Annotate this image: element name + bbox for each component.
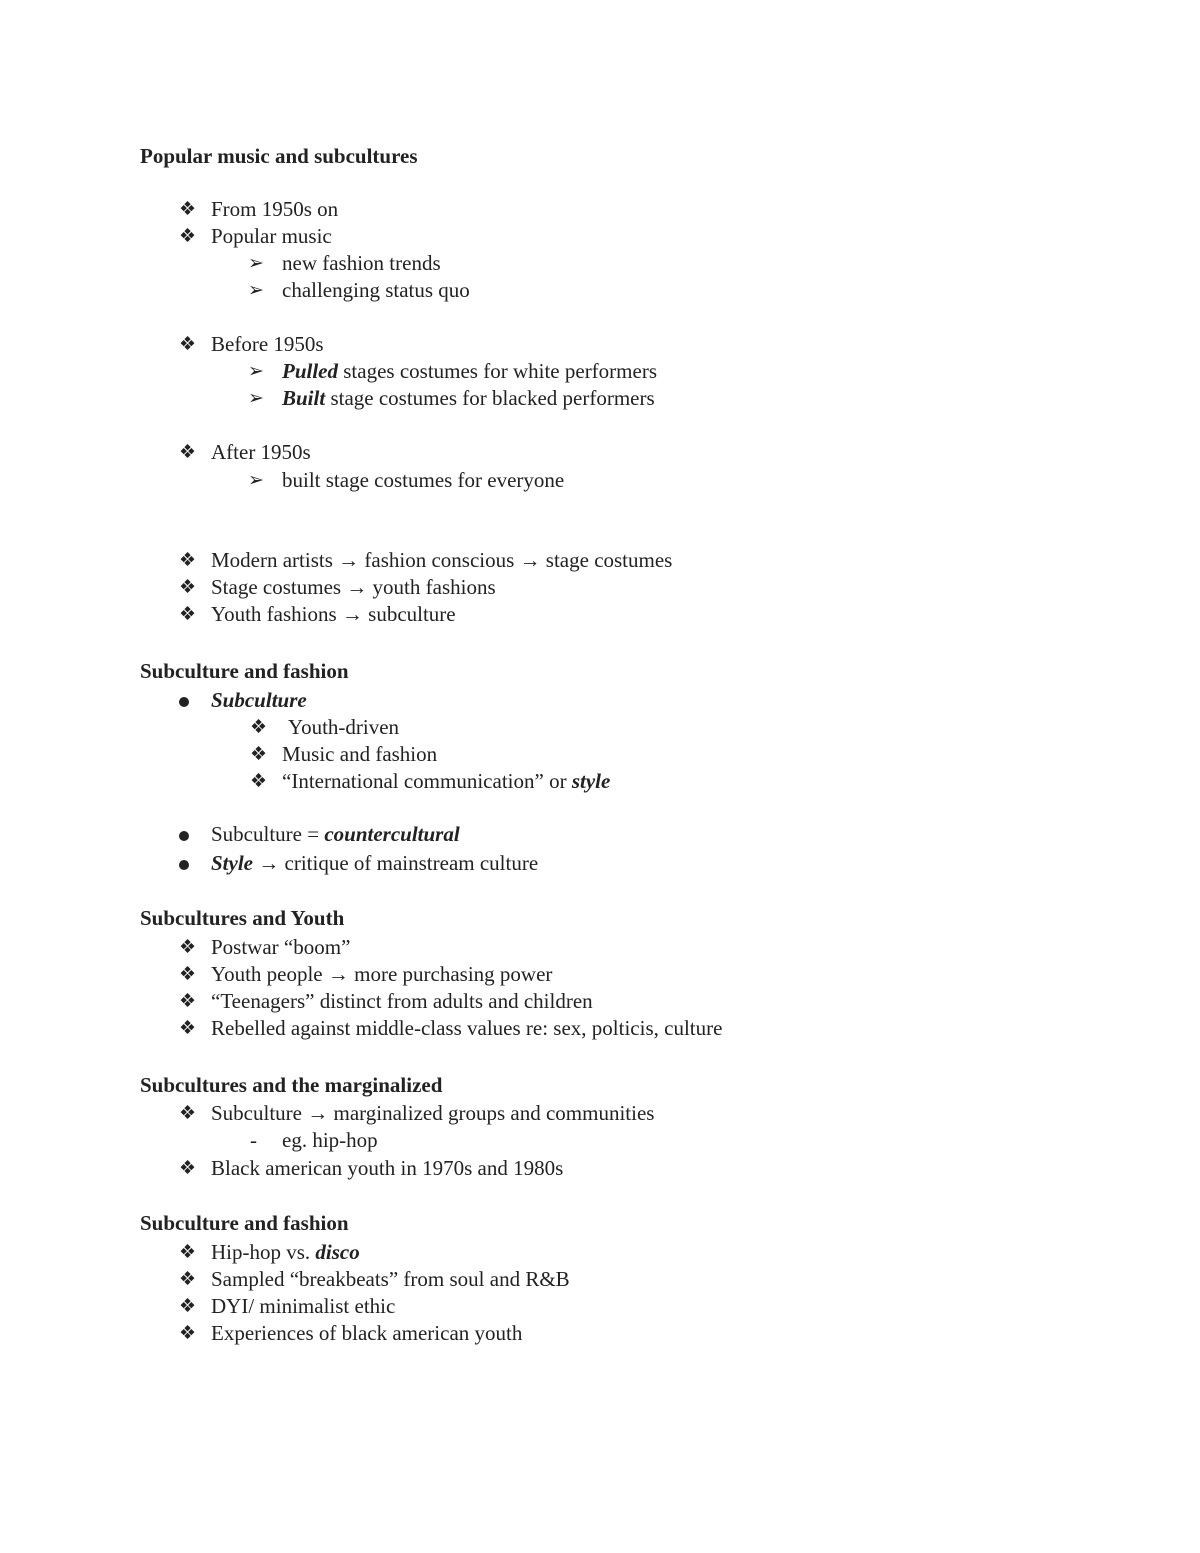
arrowhead-bullet-icon: ➢	[248, 470, 264, 491]
diamond-bullet-icon: ❖	[179, 1296, 197, 1317]
dot-bullet-icon	[179, 831, 189, 841]
arrowhead-bullet-icon: ➢	[248, 280, 264, 301]
list-item: Before 1950s	[211, 332, 324, 356]
diamond-bullet-icon: ❖	[179, 1269, 197, 1290]
list-item: From 1950s on	[211, 197, 339, 221]
diamond-bullet-icon: ❖	[179, 604, 197, 625]
diamond-bullet-icon: ❖	[179, 442, 197, 463]
list-item	[282, 768, 610, 795]
item-text: → critique of mainstream culture	[253, 851, 539, 875]
diamond-bullet-icon: ❖	[179, 1323, 197, 1344]
list-item	[282, 385, 655, 412]
item-text: stages costumes for white performers	[338, 359, 657, 383]
list-item	[211, 1239, 360, 1266]
item-text: “International communication” or	[282, 769, 572, 793]
list-item	[211, 850, 538, 877]
diamond-bullet-icon: ❖	[179, 937, 197, 958]
emphasis: style	[571, 769, 611, 793]
dot-bullet-icon	[179, 697, 189, 707]
list-item	[282, 358, 657, 385]
diamond-bullet-icon: ❖	[250, 717, 268, 738]
list-item: Sampled “breakbeats” from soul and R&B	[211, 1267, 570, 1291]
list-item: DYI/ minimalist ethic	[211, 1294, 396, 1318]
list-item: Youth people → more purchasing power	[211, 962, 553, 986]
section-heading: Subculture and fashion	[140, 659, 349, 683]
list-item	[211, 821, 460, 848]
diamond-bullet-icon: ❖	[179, 964, 197, 985]
dot-bullet-icon	[179, 860, 189, 870]
diamond-bullet-icon: ❖	[179, 1242, 197, 1263]
list-item: “Teenagers” distinct from adults and children	[211, 989, 593, 1013]
list-item: After 1950s	[211, 440, 311, 464]
section-heading: Subcultures and the marginalized	[140, 1073, 443, 1097]
section-heading: Popular music and subcultures	[140, 144, 418, 168]
list-item: Youth-driven	[288, 715, 400, 739]
list-item: new fashion trends	[282, 251, 441, 275]
list-item: Rebelled against middle-class values re: sex, polticis, culture	[211, 1016, 723, 1040]
arrowhead-bullet-icon: ➢	[248, 253, 264, 274]
emphasis: Pulled	[282, 359, 338, 383]
emphasis: disco	[315, 1240, 360, 1264]
diamond-bullet-icon: ❖	[250, 771, 268, 792]
diamond-bullet-icon: ❖	[179, 199, 197, 220]
list-item: Modern artists → fashion conscious → stage costumes	[211, 548, 673, 572]
emphasis: countercultural	[324, 822, 460, 846]
section-heading: Subcultures and Youth	[140, 906, 345, 930]
emphasis: Built	[282, 386, 326, 410]
list-item: built stage costumes for everyone	[282, 468, 565, 492]
diamond-bullet-icon: ❖	[179, 1103, 197, 1124]
list-item: Music and fashion	[282, 742, 438, 766]
list-item: Popular music	[211, 224, 332, 248]
list-item: Stage costumes → youth fashions	[211, 575, 496, 599]
arrowhead-bullet-icon: ➢	[248, 388, 264, 409]
item-text: Hip-hop vs.	[211, 1240, 316, 1264]
diamond-bullet-icon: ❖	[179, 991, 197, 1012]
list-item: Experiences of black american youth	[211, 1321, 523, 1345]
item-text: stage costumes for blacked performers	[325, 386, 655, 410]
list-item: eg. hip-hop	[282, 1128, 378, 1152]
diamond-bullet-icon: ❖	[179, 1158, 197, 1179]
diamond-bullet-icon: ❖	[250, 744, 268, 765]
diamond-bullet-icon: ❖	[179, 1018, 197, 1039]
diamond-bullet-icon: ❖	[179, 334, 197, 355]
dash-bullet-icon: -	[250, 1128, 257, 1152]
diamond-bullet-icon: ❖	[179, 577, 197, 598]
list-item: Black american youth in 1970s and 1980s	[211, 1156, 564, 1180]
list-item: Youth fashions → subculture	[211, 602, 456, 626]
emphasis: Style	[211, 851, 253, 875]
item-text: Subculture =	[211, 822, 325, 846]
diamond-bullet-icon: ❖	[179, 226, 197, 247]
list-item: Subculture → marginalized groups and communities	[211, 1101, 655, 1125]
arrowhead-bullet-icon: ➢	[248, 361, 264, 382]
list-item: Subculture	[211, 688, 307, 712]
section-heading: Subculture and fashion	[140, 1211, 349, 1235]
list-item: challenging status quo	[282, 278, 470, 302]
list-item: Postwar “boom”	[211, 935, 351, 959]
diamond-bullet-icon: ❖	[179, 550, 197, 571]
